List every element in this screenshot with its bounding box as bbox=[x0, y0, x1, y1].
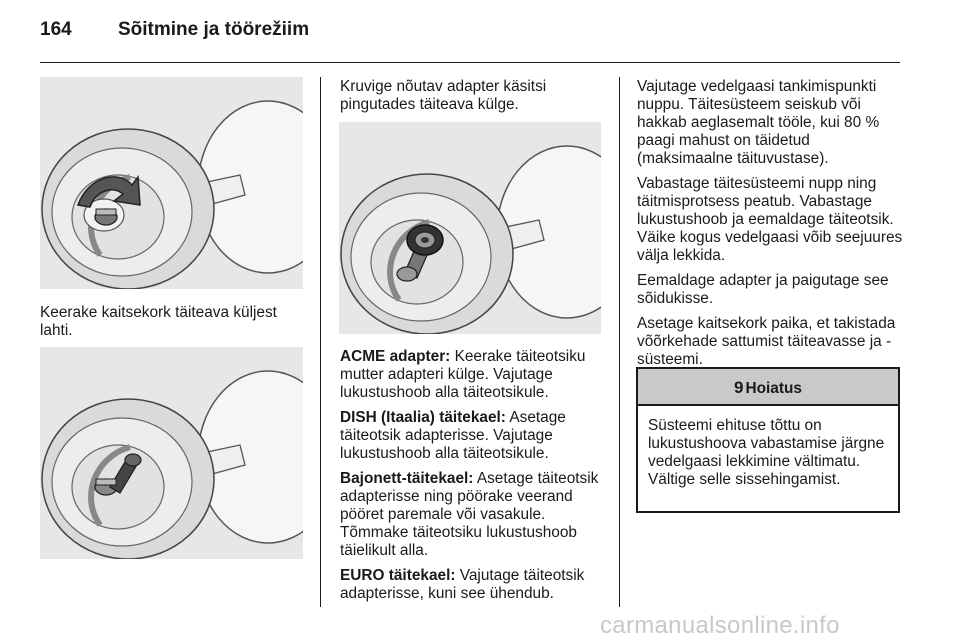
fuel-flap-adapter-drawing bbox=[40, 347, 303, 559]
intro-text bbox=[340, 78, 610, 121]
entry-acme bbox=[340, 348, 615, 402]
watermark: carmanualsonline.info bbox=[600, 612, 840, 639]
entry-dish bbox=[340, 409, 615, 463]
entry-euro bbox=[340, 567, 615, 603]
warning-title: Hoiatus bbox=[745, 380, 802, 397]
entry-text: Asetage täiteotsik adapterisse ning pöörake veerand pööret paremale või vasakule. Tõmmake täiteotsiku lukustushoob täielikult alla. bbox=[340, 470, 599, 559]
entry-bayonet bbox=[340, 470, 615, 560]
warning-header bbox=[638, 369, 898, 406]
refuelling-text bbox=[637, 78, 905, 376]
caption-text: Keerake kaitsekork täiteava küljest lahti. bbox=[40, 304, 277, 339]
intro-paragraph: Kruvige nõutav adapter käsitsi pingutades täiteava külge. bbox=[340, 78, 547, 113]
caption-unscrew-cap bbox=[40, 304, 305, 347]
warning-icon: 9 bbox=[734, 378, 744, 397]
entry-term: EURO täitekael: bbox=[340, 567, 456, 584]
entry-text: Vajutage täiteotsik adapterisse, kuni see ühendub. bbox=[340, 567, 585, 602]
page-title: Sõitmine ja töörežiim bbox=[118, 19, 310, 40]
illustration-screw-adapter bbox=[339, 122, 601, 334]
paragraph: Vabastage täitesüsteemi nupp ning täitmisprotsess peatub. Vabastage lukustushoob ja eemaldage täiteotsik. Väike kogus vedelgaasi võib seejuures välja lekkida. bbox=[637, 175, 903, 264]
adapter-screwing-drawing bbox=[339, 122, 601, 334]
entry-term: ACME adapter: bbox=[340, 348, 451, 365]
illustration-adapter-fitted bbox=[40, 347, 303, 559]
entry-text: Asetage täiteotsik adapterisse. Vajutage lukustushoob alla täiteotsikule. bbox=[340, 409, 566, 462]
warning-box bbox=[636, 367, 900, 513]
adapter-instructions bbox=[340, 348, 615, 610]
paragraph: Eemaldage adapter ja paigutage see sõidukisse. bbox=[637, 272, 889, 307]
entry-term: DISH (Itaalia) täitekael: bbox=[340, 409, 506, 426]
column-divider-left bbox=[320, 77, 321, 607]
warning-body: Süsteemi ehituse tõttu on lukustushoova vabastamise järgne vedelgaasi lekkimine vältimatu. Vältige selle sissehingamist. bbox=[648, 417, 885, 488]
paragraph: Vajutage vedelgaasi tankimispunkti nuppu. Täitesüsteem seiskub või hakkab aeglasemalt tööle, kui 80 % paagi mahust on täidetud (maksimaalne täituvustase). bbox=[637, 78, 880, 167]
illustration-unscrew-cap bbox=[40, 77, 303, 289]
entry-text: Keerake täiteotsiku mutter adapteri külge. Vajutage lukustushoob alla täiteotsikule. bbox=[340, 348, 586, 401]
fuel-flap-cap-drawing bbox=[40, 77, 303, 289]
paragraph: Asetage kaitsekork paika, et takistada võõrkehade sattumist täiteavasse ja -süsteemi. bbox=[637, 315, 896, 368]
entry-term: Bajonett-täitekael: bbox=[340, 470, 474, 487]
page-number: 164 bbox=[40, 19, 72, 40]
column-divider-right bbox=[619, 77, 620, 607]
header-rule bbox=[40, 62, 900, 63]
